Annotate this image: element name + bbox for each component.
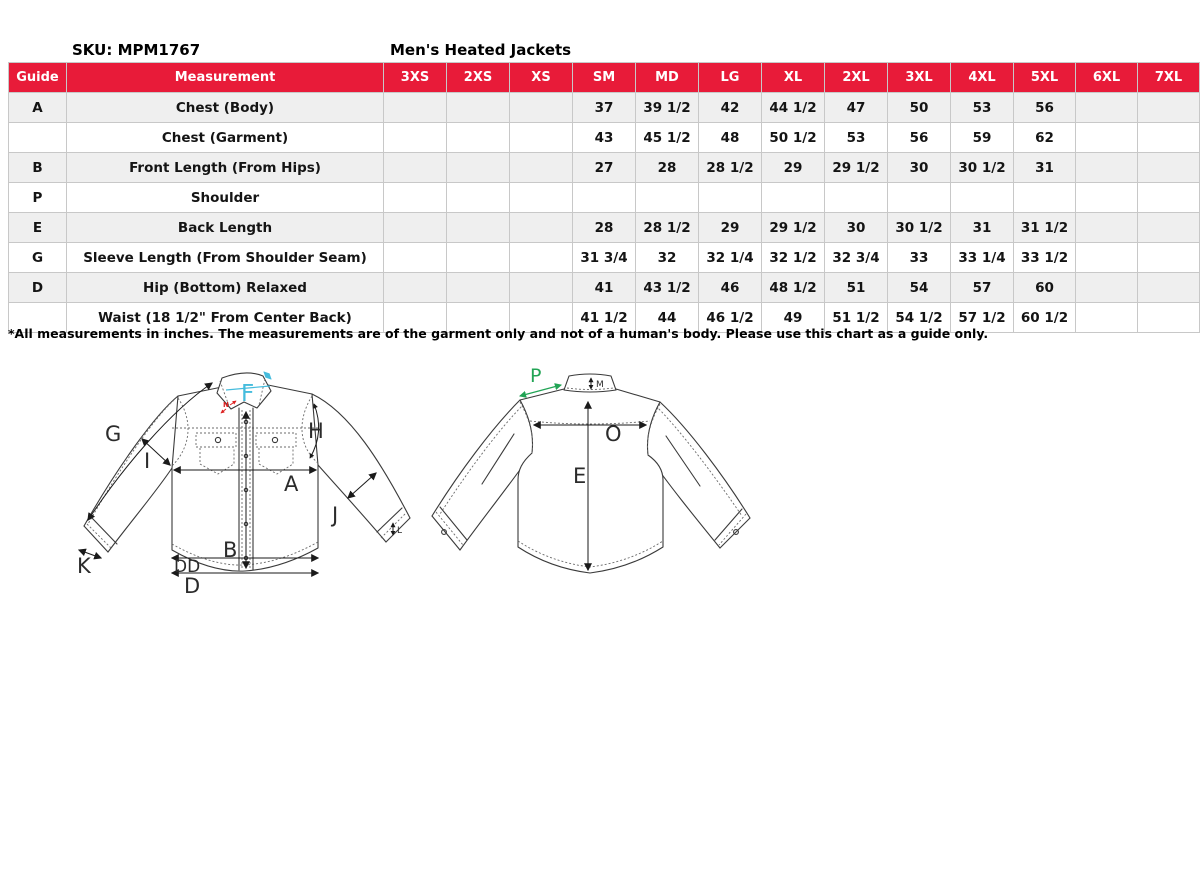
size-value-cell [573, 183, 636, 213]
size-value-cell: 53 [951, 93, 1014, 123]
size-value-cell [447, 93, 510, 123]
size-value-cell: 33 1/2 [1014, 243, 1076, 273]
guide-cell: A [9, 93, 67, 123]
back-jacket-diagram [420, 360, 780, 610]
size-value-cell: 30 1/2 [888, 213, 951, 243]
size-value-cell [447, 123, 510, 153]
table-row [9, 93, 1200, 123]
size-value-cell: 39 1/2 [636, 93, 699, 123]
size-value-cell [951, 183, 1014, 213]
column-header-3xl: 3XL [888, 63, 951, 93]
size-value-cell: 32 1/4 [699, 243, 762, 273]
size-value-cell: 46 1/2 [699, 303, 762, 333]
size-value-cell: 32 [636, 243, 699, 273]
size-value-cell: 57 [951, 273, 1014, 303]
guide-cell: B [9, 153, 67, 183]
diagram-label-A: A [284, 472, 299, 496]
size-value-cell [1076, 273, 1138, 303]
diagram-label-G: G [105, 422, 122, 446]
size-value-cell: 49 [762, 303, 825, 333]
column-header-7xl: 7XL [1138, 63, 1200, 93]
diagram-label-L: L [397, 526, 403, 536]
measure-J-line [348, 473, 376, 498]
size-value-cell [1138, 153, 1200, 183]
table-row [9, 213, 1200, 243]
size-value-cell: 31 [951, 213, 1014, 243]
size-value-cell: 27 [573, 153, 636, 183]
guide-cell: D [9, 273, 67, 303]
diagram-label-P: P [530, 365, 542, 387]
size-value-cell: 41 1/2 [573, 303, 636, 333]
size-value-cell [510, 93, 573, 123]
size-value-cell: 30 1/2 [951, 153, 1014, 183]
size-value-cell [384, 123, 447, 153]
column-header-guide: Guide [9, 63, 67, 93]
table-row [9, 183, 1200, 213]
size-value-cell: 43 [573, 123, 636, 153]
size-value-cell [1138, 183, 1200, 213]
size-value-cell: 31 1/2 [1014, 213, 1076, 243]
measurement-cell: Waist (18 1/2" From Center Back) [67, 303, 384, 333]
size-value-cell [1138, 213, 1200, 243]
size-value-cell: 29 1/2 [762, 213, 825, 243]
size-value-cell [384, 93, 447, 123]
measurement-cell: Sleeve Length (From Shoulder Seam) [67, 243, 384, 273]
size-value-cell [510, 153, 573, 183]
table-row [9, 123, 1200, 153]
size-value-cell: 51 1/2 [825, 303, 888, 333]
size-value-cell [1076, 243, 1138, 273]
column-header-2xl: 2XL [825, 63, 888, 93]
size-value-cell: 42 [699, 93, 762, 123]
size-value-cell [447, 273, 510, 303]
measurement-cell: Hip (Bottom) Relaxed [67, 273, 384, 303]
size-value-cell [510, 243, 573, 273]
size-value-cell: 31 [1014, 153, 1076, 183]
table-row [9, 273, 1200, 303]
diagram-label-M: M [596, 380, 604, 390]
size-value-cell: 44 1/2 [762, 93, 825, 123]
size-value-cell: 48 1/2 [762, 273, 825, 303]
guide-cell: G [9, 243, 67, 273]
front-right-sleeve [312, 394, 410, 542]
front-left-sleeve [84, 396, 178, 552]
table-row [9, 243, 1200, 273]
sku-label: SKU: MPM1767 [72, 41, 201, 59]
footnote: *All measurements in inches. The measurements are of the garment only and not of a human's body. Please use this chart as a guide only. [8, 326, 989, 341]
size-value-cell [636, 183, 699, 213]
column-header-xl: XL [762, 63, 825, 93]
size-value-cell: 44 [636, 303, 699, 333]
size-value-cell [447, 183, 510, 213]
size-value-cell: 32 3/4 [825, 243, 888, 273]
size-value-cell [384, 153, 447, 183]
diagram-label-D: D [184, 574, 201, 598]
size-value-cell: 28 1/2 [699, 153, 762, 183]
column-header-4xl: 4XL [951, 63, 1014, 93]
measurement-cell: Chest (Body) [67, 93, 384, 123]
column-header-5xl: 5XL [1014, 63, 1076, 93]
measurement-cell: Back Length [67, 213, 384, 243]
size-value-cell: 30 [888, 153, 951, 183]
table-header-row [9, 63, 1200, 93]
size-value-cell [1138, 243, 1200, 273]
size-value-cell [510, 183, 573, 213]
back-left-sleeve [432, 400, 532, 550]
size-value-cell [510, 213, 573, 243]
size-value-cell: 56 [1014, 93, 1076, 123]
size-value-cell: 56 [888, 123, 951, 153]
size-value-cell [384, 243, 447, 273]
size-value-cell: 51 [825, 273, 888, 303]
measurement-cell: Front Length (From Hips) [67, 153, 384, 183]
size-value-cell [384, 183, 447, 213]
guide-cell [9, 123, 67, 153]
size-value-cell: 60 [1014, 273, 1076, 303]
size-value-cell [447, 153, 510, 183]
size-value-cell: 29 1/2 [825, 153, 888, 183]
size-value-cell: 46 [699, 273, 762, 303]
column-header-xs: XS [510, 63, 573, 93]
column-header-lg: LG [699, 63, 762, 93]
size-value-cell [447, 243, 510, 273]
back-body [518, 389, 663, 573]
size-value-cell [510, 123, 573, 153]
size-value-cell [447, 213, 510, 243]
size-value-cell: 32 1/2 [762, 243, 825, 273]
column-header-md: MD [636, 63, 699, 93]
diagram-label-F: F [241, 381, 255, 407]
size-value-cell: 60 1/2 [1014, 303, 1076, 333]
size-value-cell [762, 183, 825, 213]
size-value-cell: 57 1/2 [951, 303, 1014, 333]
size-value-cell [510, 273, 573, 303]
diagram-label-J: J [332, 503, 339, 527]
size-value-cell: 47 [825, 93, 888, 123]
diagram-label-E: E [573, 464, 587, 488]
size-value-cell: 53 [825, 123, 888, 153]
size-value-cell: 29 [699, 213, 762, 243]
diagram-label-N: N [223, 401, 229, 409]
size-value-cell: 31 3/4 [573, 243, 636, 273]
size-chart-table [8, 62, 1200, 333]
diagram-label-DD: DD [174, 557, 201, 577]
column-header-measurement: Measurement [67, 63, 384, 93]
size-value-cell [1076, 153, 1138, 183]
size-value-cell [825, 183, 888, 213]
size-value-cell: 28 [636, 153, 699, 183]
size-value-cell [888, 183, 951, 213]
size-value-cell: 43 1/2 [636, 273, 699, 303]
guide-cell: P [9, 183, 67, 213]
front-jacket-diagram [60, 360, 420, 610]
column-header-2xs: 2XS [447, 63, 510, 93]
size-value-cell [1076, 213, 1138, 243]
column-header-6xl: 6XL [1076, 63, 1138, 93]
guide-cell: E [9, 213, 67, 243]
size-value-cell [1076, 123, 1138, 153]
size-value-cell: 28 [573, 213, 636, 243]
size-value-cell [1138, 93, 1200, 123]
table-row [9, 153, 1200, 183]
diagram-label-I: I [144, 449, 151, 473]
size-value-cell: 62 [1014, 123, 1076, 153]
size-value-cell: 28 1/2 [636, 213, 699, 243]
size-value-cell [1014, 183, 1076, 213]
back-collar [564, 374, 616, 392]
size-value-cell [1138, 303, 1200, 333]
size-value-cell: 29 [762, 153, 825, 183]
size-value-cell [1138, 123, 1200, 153]
size-value-cell [699, 183, 762, 213]
measurement-cell: Shoulder [67, 183, 384, 213]
diagram-label-B: B [223, 538, 238, 562]
size-value-cell: 54 1/2 [888, 303, 951, 333]
size-value-cell: 45 1/2 [636, 123, 699, 153]
size-value-cell [1076, 303, 1138, 333]
size-value-cell: 30 [825, 213, 888, 243]
size-value-cell: 59 [951, 123, 1014, 153]
diagram-label-O: O [605, 422, 622, 446]
size-value-cell: 54 [888, 273, 951, 303]
size-value-cell [1076, 93, 1138, 123]
size-value-cell: 48 [699, 123, 762, 153]
diagram-label-K: K [77, 554, 91, 578]
size-value-cell: 37 [573, 93, 636, 123]
size-value-cell [1138, 273, 1200, 303]
size-value-cell [1076, 183, 1138, 213]
size-value-cell: 33 [888, 243, 951, 273]
size-value-cell [384, 213, 447, 243]
size-value-cell: 33 1/4 [951, 243, 1014, 273]
size-value-cell [384, 273, 447, 303]
diagram-label-H: H [308, 419, 324, 443]
column-header-sm: SM [573, 63, 636, 93]
product-title: Men's Heated Jackets [390, 41, 572, 59]
column-header-3xs: 3XS [384, 63, 447, 93]
measurement-cell: Chest (Garment) [67, 123, 384, 153]
size-value-cell: 50 [888, 93, 951, 123]
size-value-cell: 41 [573, 273, 636, 303]
size-value-cell: 50 1/2 [762, 123, 825, 153]
